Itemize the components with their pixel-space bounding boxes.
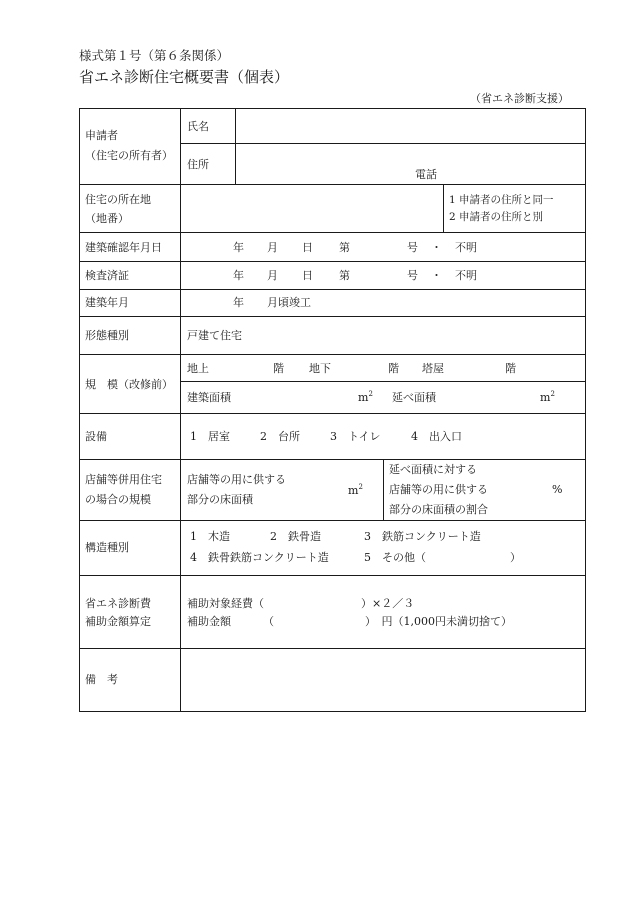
structure-label: 構造種別 <box>85 541 129 554</box>
penthouse-label: 塔屋 <box>422 362 444 375</box>
amount-close: ） 円（1,000円未満切捨て） <box>365 615 512 628</box>
form-number: 様式第１号（第６条関係） <box>79 48 230 63</box>
facility-option-living[interactable]: 1 居室 <box>190 430 230 443</box>
inspection-label: 検査済証 <box>85 269 129 282</box>
day-mark: 日 <box>302 241 313 254</box>
subsidy-amount-field[interactable] <box>275 612 365 628</box>
facility-option-kitchen[interactable]: 2 台所 <box>260 430 300 443</box>
year-mark: 年 <box>233 241 244 254</box>
above-ground-label: 地上 <box>187 362 209 375</box>
location-label: 住宅の所在地 <box>85 193 151 206</box>
unit-superscript: 2 <box>550 390 555 398</box>
location-field[interactable] <box>181 185 443 232</box>
table-border-right <box>585 108 586 712</box>
table-border-bottom <box>79 711 585 712</box>
percent-mark: % <box>552 483 563 496</box>
unit-text: m <box>358 391 369 404</box>
unknown-option[interactable]: 不明 <box>455 241 477 254</box>
unknown-option[interactable]: 不明 <box>455 269 477 282</box>
location-sublabel: （地番） <box>85 212 129 225</box>
address-field[interactable] <box>236 144 584 184</box>
scale-label: 規 模（改修前） <box>85 378 173 391</box>
building-confirmation-label: 建築確認年月日 <box>85 241 162 254</box>
floors-mark: 階 <box>505 362 516 375</box>
row-divider <box>79 575 585 576</box>
row-divider <box>79 413 585 414</box>
structure-option-other[interactable]: 5 その他（ <box>364 551 426 564</box>
col-divider <box>443 184 444 232</box>
shop-area-sublabel: 部分の床面積 <box>187 493 253 506</box>
floors-mark: 階 <box>388 362 399 375</box>
table-border-left <box>79 108 80 712</box>
number-suffix: 号 <box>407 241 418 254</box>
unit-superscript: 2 <box>358 483 363 491</box>
area-unit <box>358 392 373 403</box>
shop-ratio-sublabel2: 部分の床面積の割合 <box>389 503 488 516</box>
amount-open: （ <box>263 615 274 628</box>
month-mark: 月 <box>267 269 278 282</box>
col-divider <box>383 459 384 520</box>
name-field[interactable] <box>236 109 584 143</box>
floors-mark: 階 <box>273 362 284 375</box>
shop-sublabel: の場合の規模 <box>85 493 151 506</box>
address-label: 住所 <box>187 158 209 171</box>
phone-label: 電話 <box>415 168 437 181</box>
year-mark: 年 <box>233 296 244 309</box>
area-unit <box>540 392 555 403</box>
separator-dot: ・ <box>431 241 442 254</box>
target-cost-field[interactable] <box>275 594 361 610</box>
facility-option-toilet[interactable]: 3 トイレ <box>330 430 381 443</box>
remarks-label: 備 考 <box>85 673 118 686</box>
construction-date-label: 建築年月 <box>85 296 129 309</box>
row-divider <box>180 381 585 382</box>
structure-option-rc[interactable]: 3 鉄筋コンクリート造 <box>364 530 481 543</box>
facility-option-entrance[interactable]: 4 出入口 <box>411 430 462 443</box>
subsidy-amount-label: 補助金額 <box>187 615 231 628</box>
structure-option-src[interactable]: 4 鉄骨鉄筋コンクリート造 <box>190 551 329 564</box>
remarks-field[interactable] <box>181 649 584 711</box>
separator-dot: ・ <box>431 269 442 282</box>
facilities-label: 設備 <box>85 430 107 443</box>
structure-option-wood[interactable]: 1 木造 <box>190 530 230 543</box>
row-divider <box>79 232 585 233</box>
shop-area-label: 店舗等の用に供する <box>187 473 286 486</box>
row-divider <box>79 354 585 355</box>
program-name: （省エネ診断支援） <box>470 92 569 105</box>
underground-label: 地下 <box>309 362 331 375</box>
shop-ratio-sublabel: 店舗等の用に供する <box>389 483 488 496</box>
row-divider <box>79 289 585 290</box>
structure-other-close: ） <box>510 551 521 564</box>
area-unit <box>348 485 363 496</box>
name-label: 氏名 <box>187 120 209 133</box>
subsidy-label: 省エネ診断費 <box>85 597 151 610</box>
target-cost-multiplier: ）×２／３ <box>361 597 415 610</box>
year-mark: 年 <box>233 269 244 282</box>
row-divider <box>79 459 585 460</box>
shop-label: 店舗等併用住宅 <box>85 473 162 486</box>
row-divider <box>79 261 585 262</box>
shop-ratio-label: 延べ面積に対する <box>389 463 477 476</box>
unit-text: m <box>348 484 359 497</box>
applicant-sublabel: （住宅の所有者） <box>85 149 173 162</box>
number-suffix: 号 <box>407 269 418 282</box>
location-option-different[interactable]: 2 申請者の住所と別 <box>449 211 544 223</box>
applicant-label: 申請者 <box>85 129 118 142</box>
completion-mark: 月頃竣工 <box>267 296 311 309</box>
page-title: 省エネ診断住宅概要書（個表） <box>79 68 290 86</box>
unit-superscript: 2 <box>368 390 373 398</box>
row-divider <box>79 316 585 317</box>
month-mark: 月 <box>267 241 278 254</box>
day-mark: 日 <box>302 269 313 282</box>
number-prefix: 第 <box>339 241 350 254</box>
unit-text: m <box>540 391 551 404</box>
subsidy-sublabel: 補助金額算定 <box>85 615 151 628</box>
total-floor-area-label: 延べ面積 <box>392 391 436 404</box>
building-area-label: 建築面積 <box>187 391 231 404</box>
row-divider <box>79 520 585 521</box>
form-type-value: 戸建て住宅 <box>187 329 242 342</box>
target-cost-label: 補助対象経費（ <box>187 597 264 610</box>
structure-option-steel[interactable]: 2 鉄骨造 <box>270 530 321 543</box>
location-option-same[interactable]: 1 申請者の住所と同一 <box>449 194 554 206</box>
form-type-label: 形態種別 <box>85 329 129 342</box>
number-prefix: 第 <box>339 269 350 282</box>
